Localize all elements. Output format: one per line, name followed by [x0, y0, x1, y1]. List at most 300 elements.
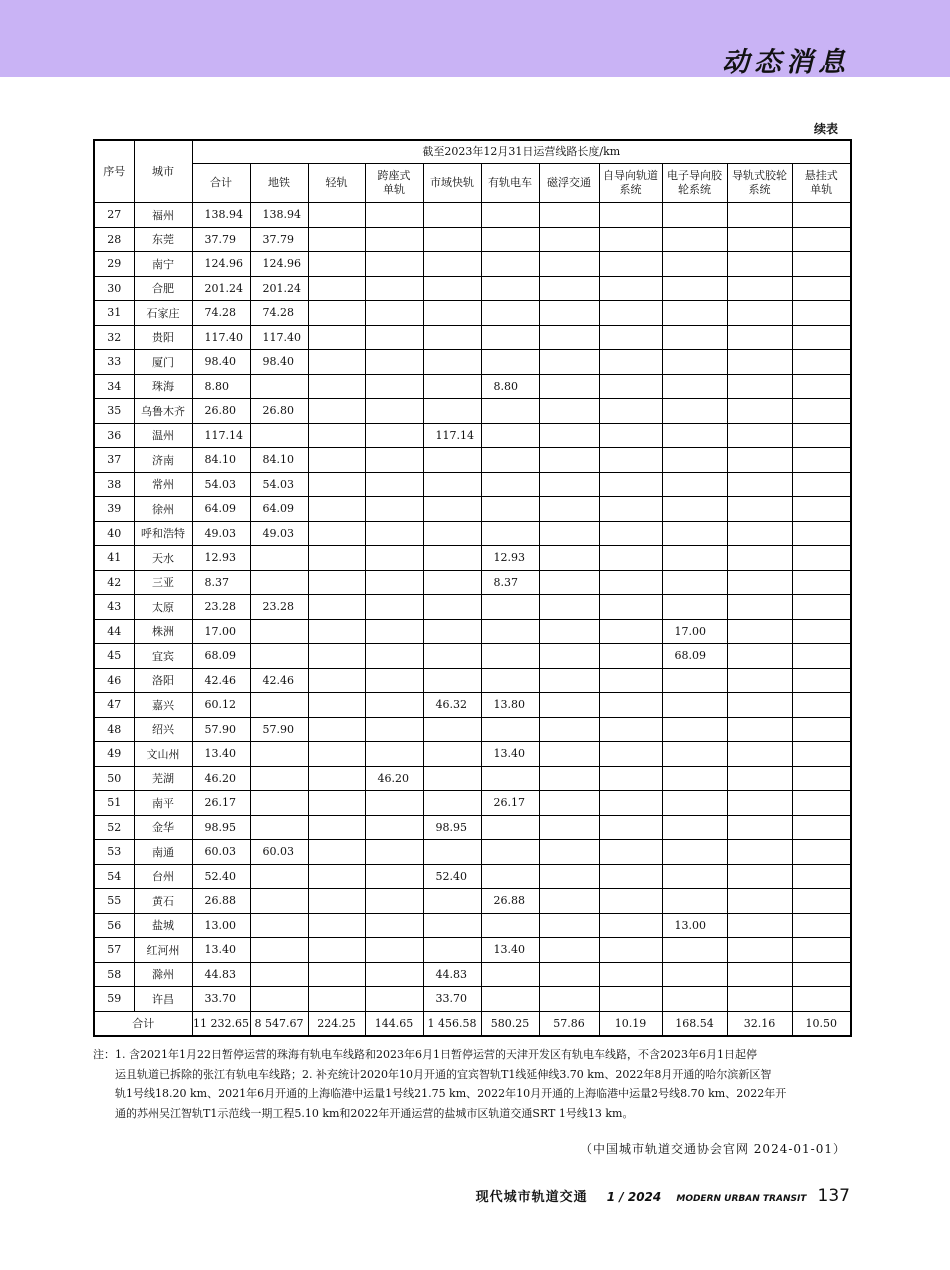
- row-value: [662, 374, 727, 399]
- total-cell: 580.25: [481, 1011, 539, 1036]
- row-value: [308, 938, 365, 963]
- total-cell: 168.54: [662, 1011, 727, 1036]
- row-value: [662, 889, 727, 914]
- row-value: 124.96: [192, 252, 250, 277]
- row-value: [365, 227, 423, 252]
- row-value: [481, 472, 539, 497]
- header-city: 城市: [134, 140, 192, 203]
- row-value: [599, 448, 662, 473]
- row-city: 南通: [134, 840, 192, 865]
- row-value: [423, 742, 481, 767]
- row-seq: 42: [94, 570, 134, 595]
- row-value: [727, 840, 792, 865]
- row-value: [662, 521, 727, 546]
- row-value: [662, 815, 727, 840]
- row-value: [423, 913, 481, 938]
- row-value: [365, 913, 423, 938]
- row-value: [599, 987, 662, 1012]
- total-label: 合计: [94, 1011, 192, 1036]
- row-value: [792, 913, 851, 938]
- row-city: 株洲: [134, 619, 192, 644]
- row-value: [539, 791, 599, 816]
- row-value: [727, 864, 792, 889]
- row-value: [365, 546, 423, 571]
- row-value: [792, 938, 851, 963]
- row-value: [365, 521, 423, 546]
- row-value: [792, 472, 851, 497]
- row-value: 13.40: [481, 938, 539, 963]
- table-row: [94, 252, 851, 277]
- row-value: [423, 840, 481, 865]
- row-seq: 44: [94, 619, 134, 644]
- continued-label: 续表: [813, 122, 838, 136]
- row-city: 福州: [134, 203, 192, 228]
- row-value: 17.00: [192, 619, 250, 644]
- row-city: 文山州: [134, 742, 192, 767]
- header-light-rail: 轻轨: [308, 164, 365, 203]
- row-value: [423, 301, 481, 326]
- row-value: [662, 203, 727, 228]
- row-value: [308, 570, 365, 595]
- row-value: [539, 276, 599, 301]
- table-row: [94, 325, 851, 350]
- row-value: [727, 497, 792, 522]
- row-value: 46.20: [365, 766, 423, 791]
- table-row: [94, 595, 851, 620]
- table-row: [94, 472, 851, 497]
- table-row: [94, 717, 851, 742]
- row-value: 42.46: [250, 668, 308, 693]
- header-suburban-rail: 市域快轨: [423, 164, 481, 203]
- table-row: [94, 987, 851, 1012]
- row-value: [727, 987, 792, 1012]
- row-value: [792, 276, 851, 301]
- row-value: [539, 497, 599, 522]
- row-seq: 38: [94, 472, 134, 497]
- row-value: [727, 766, 792, 791]
- row-value: 60.03: [192, 840, 250, 865]
- row-value: [250, 889, 308, 914]
- row-value: [539, 570, 599, 595]
- row-value: 68.09: [662, 644, 727, 669]
- row-value: [727, 227, 792, 252]
- row-value: [792, 840, 851, 865]
- row-value: [365, 815, 423, 840]
- row-value: [599, 227, 662, 252]
- row-value: [539, 252, 599, 277]
- row-value: [662, 938, 727, 963]
- row-value: [308, 301, 365, 326]
- row-city: 石家庄: [134, 301, 192, 326]
- row-value: [727, 693, 792, 718]
- row-seq: 45: [94, 644, 134, 669]
- table-notes: [93, 1045, 853, 1123]
- row-value: [365, 742, 423, 767]
- table-row: [94, 938, 851, 963]
- row-value: [792, 252, 851, 277]
- row-value: 26.88: [192, 889, 250, 914]
- row-value: 49.03: [250, 521, 308, 546]
- row-value: 33.70: [192, 987, 250, 1012]
- row-value: [662, 472, 727, 497]
- row-value: [250, 766, 308, 791]
- row-value: 52.40: [192, 864, 250, 889]
- row-value: [539, 350, 599, 375]
- row-value: [365, 448, 423, 473]
- row-value: [599, 889, 662, 914]
- row-value: [423, 644, 481, 669]
- row-value: 60.12: [192, 693, 250, 718]
- row-value: [662, 987, 727, 1012]
- row-value: [662, 766, 727, 791]
- row-value: 201.24: [250, 276, 308, 301]
- row-value: [662, 399, 727, 424]
- row-value: 138.94: [192, 203, 250, 228]
- table-row: [94, 276, 851, 301]
- row-value: 117.40: [192, 325, 250, 350]
- row-value: 98.95: [192, 815, 250, 840]
- table-row: [94, 399, 851, 424]
- row-value: [599, 570, 662, 595]
- row-value: [662, 595, 727, 620]
- row-value: [599, 962, 662, 987]
- row-city: 洛阳: [134, 668, 192, 693]
- total-cell: 57.86: [539, 1011, 599, 1036]
- row-value: 98.40: [192, 350, 250, 375]
- row-value: [599, 472, 662, 497]
- row-value: [599, 423, 662, 448]
- row-value: [599, 521, 662, 546]
- row-value: [792, 644, 851, 669]
- row-value: [599, 644, 662, 669]
- row-value: [792, 399, 851, 424]
- row-value: [792, 227, 851, 252]
- row-seq: 47: [94, 693, 134, 718]
- row-city: 珠海: [134, 374, 192, 399]
- row-value: [727, 301, 792, 326]
- row-value: [792, 815, 851, 840]
- table-row: [94, 227, 851, 252]
- row-value: 44.83: [192, 962, 250, 987]
- row-city: 黄石: [134, 889, 192, 914]
- row-city: 许昌: [134, 987, 192, 1012]
- row-value: 26.17: [481, 791, 539, 816]
- row-value: [792, 423, 851, 448]
- row-value: [539, 472, 599, 497]
- row-value: [481, 840, 539, 865]
- row-value: [539, 815, 599, 840]
- row-value: 12.93: [192, 546, 250, 571]
- row-value: [250, 693, 308, 718]
- row-value: [539, 203, 599, 228]
- row-value: [308, 595, 365, 620]
- row-value: [727, 717, 792, 742]
- row-value: [365, 472, 423, 497]
- row-value: 13.40: [481, 742, 539, 767]
- row-value: 54.03: [192, 472, 250, 497]
- row-seq: 35: [94, 399, 134, 424]
- row-value: [250, 962, 308, 987]
- row-value: [599, 252, 662, 277]
- table-row: [94, 423, 851, 448]
- row-value: [539, 521, 599, 546]
- row-value: 13.40: [192, 742, 250, 767]
- journal-name-en: MODERN URBAN TRANSIT: [676, 1194, 807, 1204]
- row-value: [599, 766, 662, 791]
- row-value: [365, 619, 423, 644]
- row-value: [792, 619, 851, 644]
- row-value: [792, 987, 851, 1012]
- row-value: [662, 717, 727, 742]
- row-seq: 55: [94, 889, 134, 914]
- table-row: [94, 497, 851, 522]
- row-city: 厦门: [134, 350, 192, 375]
- row-value: 74.28: [192, 301, 250, 326]
- row-value: [792, 595, 851, 620]
- row-value: [792, 791, 851, 816]
- row-value: [792, 889, 851, 914]
- row-value: [423, 595, 481, 620]
- row-value: [599, 742, 662, 767]
- table-row: [94, 815, 851, 840]
- table-row: [94, 374, 851, 399]
- header-group: 截至2023年12月31日运营线路长度/km: [192, 140, 851, 164]
- note-line: 注：1. 含2021年1月22日暂停运营的珠海有轨电车线路和2023年6月1日暂停运营的天津开发区有轨电车线路，不含2023年6月1日起停: [93, 1048, 757, 1061]
- row-value: [423, 497, 481, 522]
- row-value: 64.09: [192, 497, 250, 522]
- row-value: [481, 717, 539, 742]
- row-value: [539, 938, 599, 963]
- row-city: 盐城: [134, 913, 192, 938]
- row-value: [308, 864, 365, 889]
- row-value: [365, 987, 423, 1012]
- table-row: [94, 350, 851, 375]
- row-value: [308, 423, 365, 448]
- row-value: [481, 766, 539, 791]
- row-seq: 52: [94, 815, 134, 840]
- row-value: 37.79: [250, 227, 308, 252]
- row-value: [481, 203, 539, 228]
- row-value: 13.00: [192, 913, 250, 938]
- row-value: [792, 693, 851, 718]
- row-city: 嘉兴: [134, 693, 192, 718]
- row-value: [308, 717, 365, 742]
- row-value: [423, 521, 481, 546]
- row-value: [365, 962, 423, 987]
- row-value: [423, 570, 481, 595]
- table-row: [94, 742, 851, 767]
- row-value: [539, 301, 599, 326]
- row-value: [539, 840, 599, 865]
- row-value: [792, 766, 851, 791]
- row-value: [481, 252, 539, 277]
- row-value: [599, 546, 662, 571]
- row-seq: 50: [94, 766, 134, 791]
- row-value: [792, 325, 851, 350]
- row-seq: 59: [94, 987, 134, 1012]
- row-value: [662, 301, 727, 326]
- row-value: [662, 448, 727, 473]
- issue-number: 1 / 2024: [606, 1190, 662, 1204]
- row-value: [481, 619, 539, 644]
- row-value: [727, 546, 792, 571]
- row-value: 138.94: [250, 203, 308, 228]
- row-value: [599, 840, 662, 865]
- row-value: [308, 203, 365, 228]
- row-value: [308, 619, 365, 644]
- row-value: [727, 595, 792, 620]
- row-value: 8.80: [192, 374, 250, 399]
- row-value: 46.32: [423, 693, 481, 718]
- row-value: [727, 791, 792, 816]
- row-value: [539, 423, 599, 448]
- row-value: 98.95: [423, 815, 481, 840]
- row-value: [308, 374, 365, 399]
- row-value: [792, 570, 851, 595]
- row-value: [250, 546, 308, 571]
- row-value: [539, 962, 599, 987]
- row-value: [662, 962, 727, 987]
- row-city: 济南: [134, 448, 192, 473]
- row-value: [727, 962, 792, 987]
- row-city: 天水: [134, 546, 192, 571]
- row-value: [308, 766, 365, 791]
- row-value: [423, 717, 481, 742]
- row-value: [539, 913, 599, 938]
- row-city: 三亚: [134, 570, 192, 595]
- row-city: 东莞: [134, 227, 192, 252]
- header-electronic-guided: 电子导向胶轮系统: [662, 164, 727, 203]
- header-total: 合计: [192, 164, 250, 203]
- row-seq: 28: [94, 227, 134, 252]
- row-value: [727, 668, 792, 693]
- row-value: [365, 717, 423, 742]
- row-value: 44.83: [423, 962, 481, 987]
- row-value: [481, 521, 539, 546]
- row-value: [250, 570, 308, 595]
- row-value: [599, 374, 662, 399]
- row-value: 26.17: [192, 791, 250, 816]
- row-value: 13.00: [662, 913, 727, 938]
- row-value: [792, 374, 851, 399]
- row-value: [365, 301, 423, 326]
- row-value: [250, 815, 308, 840]
- row-city: 常州: [134, 472, 192, 497]
- row-value: [727, 938, 792, 963]
- table-row: [94, 913, 851, 938]
- row-value: [727, 252, 792, 277]
- row-value: [365, 938, 423, 963]
- row-value: [539, 889, 599, 914]
- row-value: 64.09: [250, 497, 308, 522]
- row-value: [727, 325, 792, 350]
- row-value: [250, 423, 308, 448]
- row-value: [599, 301, 662, 326]
- row-value: [792, 448, 851, 473]
- row-value: [481, 448, 539, 473]
- row-value: [599, 203, 662, 228]
- row-value: [365, 203, 423, 228]
- row-value: [365, 350, 423, 375]
- row-value: [308, 227, 365, 252]
- row-value: [727, 889, 792, 914]
- row-value: [539, 325, 599, 350]
- row-city: 徐州: [134, 497, 192, 522]
- row-seq: 27: [94, 203, 134, 228]
- row-value: [792, 497, 851, 522]
- row-value: [539, 619, 599, 644]
- row-value: [365, 423, 423, 448]
- row-value: [423, 472, 481, 497]
- row-value: [599, 595, 662, 620]
- row-value: [308, 399, 365, 424]
- row-value: [662, 276, 727, 301]
- row-value: [250, 913, 308, 938]
- row-value: [423, 889, 481, 914]
- total-row: [94, 1011, 851, 1036]
- total-cell: 8 547.67: [250, 1011, 308, 1036]
- total-cell: 1 456.58: [423, 1011, 481, 1036]
- row-value: [599, 864, 662, 889]
- row-value: [599, 350, 662, 375]
- row-value: [599, 913, 662, 938]
- row-seq: 33: [94, 350, 134, 375]
- row-value: 26.88: [481, 889, 539, 914]
- row-value: [792, 962, 851, 987]
- row-value: [308, 276, 365, 301]
- row-value: [792, 668, 851, 693]
- row-seq: 37: [94, 448, 134, 473]
- row-value: [792, 717, 851, 742]
- row-value: 60.03: [250, 840, 308, 865]
- header-banner: [0, 0, 950, 77]
- row-seq: 41: [94, 546, 134, 571]
- row-value: [599, 325, 662, 350]
- row-value: [365, 399, 423, 424]
- row-value: [365, 252, 423, 277]
- row-value: [727, 472, 792, 497]
- row-value: [727, 619, 792, 644]
- row-value: [250, 791, 308, 816]
- row-seq: 39: [94, 497, 134, 522]
- row-city: 宜宾: [134, 644, 192, 669]
- row-value: [481, 276, 539, 301]
- row-value: [308, 693, 365, 718]
- row-value: [423, 350, 481, 375]
- row-value: 33.70: [423, 987, 481, 1012]
- row-city: 芜湖: [134, 766, 192, 791]
- row-city: 南平: [134, 791, 192, 816]
- row-value: [662, 252, 727, 277]
- row-value: [365, 374, 423, 399]
- row-seq: 49: [94, 742, 134, 767]
- section-title: 动态消息: [722, 47, 850, 78]
- rail-length-table: [93, 139, 852, 1037]
- row-value: [662, 840, 727, 865]
- row-city: 合肥: [134, 276, 192, 301]
- row-seq: 54: [94, 864, 134, 889]
- row-value: [250, 374, 308, 399]
- total-cell: 11 232.65: [192, 1011, 250, 1036]
- row-value: [727, 521, 792, 546]
- row-value: [539, 399, 599, 424]
- row-value: [250, 938, 308, 963]
- row-value: 23.28: [250, 595, 308, 620]
- row-value: [308, 644, 365, 669]
- row-value: [539, 668, 599, 693]
- row-city: 乌鲁木齐: [134, 399, 192, 424]
- row-value: [599, 668, 662, 693]
